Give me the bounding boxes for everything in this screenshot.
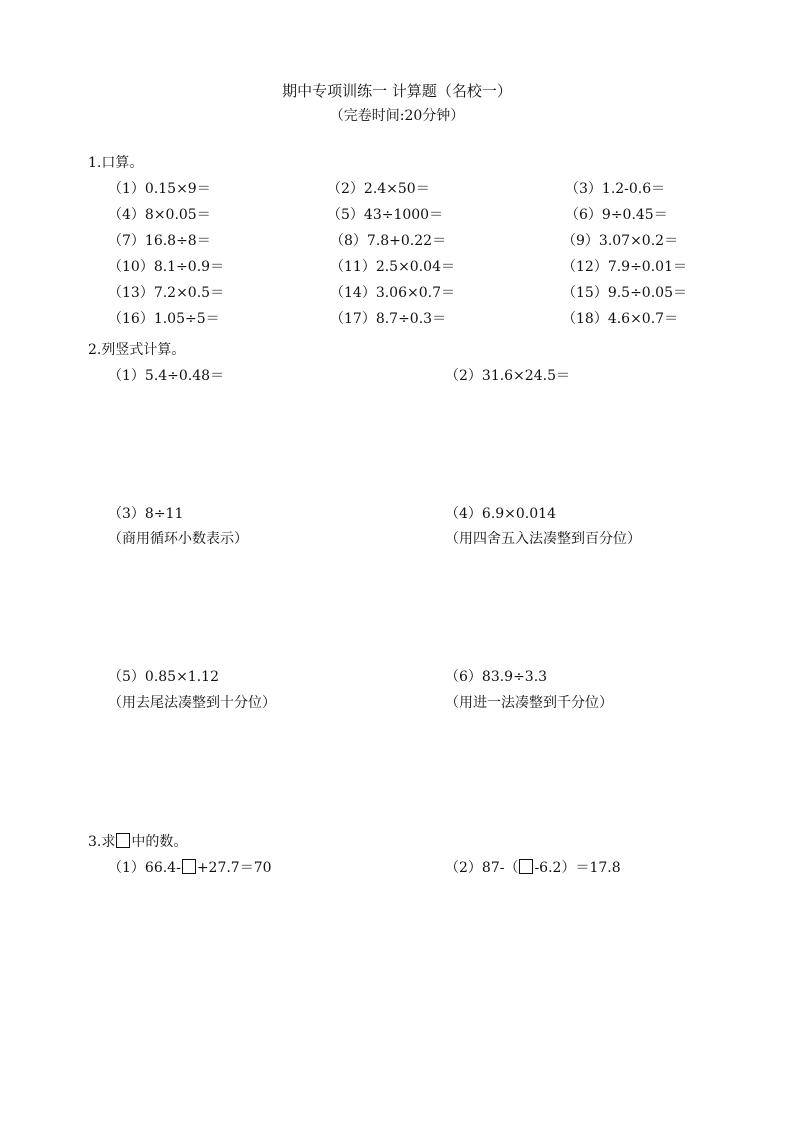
- vertical-calc-note: （用四舍五入法凑整到百分位）: [445, 531, 641, 547]
- find-box-item: [445, 859, 621, 877]
- mental-math-item: （18）4.6×0.7＝: [562, 311, 679, 327]
- mental-math-item: （3）1.2-0.6＝: [565, 181, 666, 197]
- vertical-calc-item: （4）6.9×0.014: [445, 506, 556, 522]
- blank-box-icon: [116, 833, 130, 848]
- page-subtitle: （完卷时间:20分钟）: [329, 108, 465, 124]
- section3-heading: [88, 833, 187, 851]
- section2-heading: 2.列竖式计算。: [88, 342, 186, 358]
- mental-math-item: （14）3.06×0.7＝: [330, 285, 455, 301]
- vertical-calc-note: （商用循环小数表示）: [108, 531, 248, 547]
- mental-math-item: （12）7.9÷0.01＝: [562, 259, 687, 275]
- blank-box-icon: [519, 859, 533, 874]
- section1-heading: 1.口算。: [88, 155, 144, 171]
- mental-math-item: （10）8.1÷0.9＝: [108, 259, 225, 275]
- find-box-item: [108, 859, 272, 877]
- mental-math-item: （16）1.05÷5＝: [108, 311, 220, 327]
- mental-math-item: （13）7.2×0.5＝: [108, 285, 225, 301]
- find-box-item-suffix: -6.2）＝17.8: [534, 860, 621, 876]
- mental-math-item: （7）16.8÷8＝: [108, 233, 211, 249]
- mental-math-item: （15）9.5÷0.05＝: [562, 285, 687, 301]
- vertical-calc-item: （3）8÷11: [108, 506, 184, 522]
- mental-math-item: （9）3.07×0.2＝: [562, 233, 679, 249]
- mental-math-item: （17）8.7÷0.3＝: [330, 311, 447, 327]
- vertical-calc-item: （1）5.4÷0.48＝: [108, 368, 225, 384]
- mental-math-item: （8）7.8+0.22＝: [330, 233, 447, 249]
- mental-math-item: （1）0.15×9＝: [108, 181, 211, 197]
- mental-math-item: （6）9÷0.45＝: [565, 207, 668, 223]
- find-box-item-suffix: +27.7＝70: [196, 860, 272, 876]
- mental-math-item: （11）2.5×0.04＝: [330, 259, 455, 275]
- mental-math-item: （2）2.4×50＝: [327, 181, 430, 197]
- mental-math-item: （4）8×0.05＝: [108, 207, 211, 223]
- section3-heading-prefix: 3.求: [88, 834, 116, 850]
- find-box-item-prefix: （1）66.4-: [108, 860, 181, 876]
- mental-math-item: （5）43÷1000＝: [327, 207, 444, 223]
- section3-heading-suffix: 中的数。: [131, 834, 188, 850]
- find-box-item-prefix: （2）87-（: [445, 860, 519, 876]
- page-title: 期中专项训练一 计算题（名校一）: [282, 82, 512, 100]
- vertical-calc-item: （2）31.6×24.5＝: [445, 368, 570, 384]
- blank-box-icon: [182, 859, 196, 874]
- vertical-calc-item: （5）0.85×1.12: [108, 669, 219, 685]
- vertical-calc-item: （6）83.9÷3.3: [445, 669, 548, 685]
- vertical-calc-note: （用去尾法凑整到十分位）: [108, 695, 276, 711]
- vertical-calc-note: （用进一法凑整到千分位）: [445, 695, 613, 711]
